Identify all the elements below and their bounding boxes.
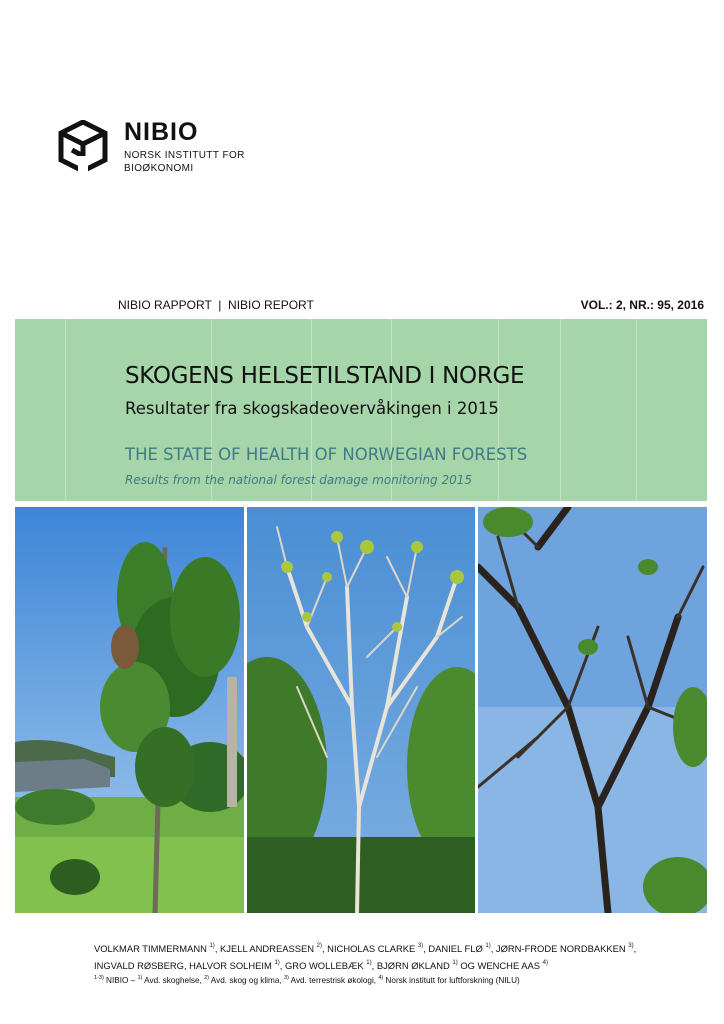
volume-number: VOL.: 2, NR.: 95, 2016 <box>580 298 704 312</box>
author-name: KJELL ANDREASSEN <box>220 943 314 954</box>
subtitle-english: Results from the national forest damage monitoring 2015 <box>125 473 472 487</box>
author-affiliation-marker: 1) <box>452 960 458 966</box>
bare-branches-photo <box>478 507 707 913</box>
panel-divider <box>560 319 561 501</box>
crown-dieback-photo <box>247 507 475 913</box>
author-affiliation-marker: 1) <box>209 943 215 949</box>
title-english: THE STATE OF HEALTH OF NORWEGIAN FORESTS <box>125 445 528 464</box>
affiliation-text: Avd. skog og klima, <box>208 976 284 985</box>
author-name: BJØRN ØKLAND <box>376 960 450 971</box>
affiliation-text: NIBIO – <box>103 976 138 985</box>
author-name: VOLKMAR TIMMERMANN <box>94 943 207 954</box>
author-separator: , <box>490 943 496 954</box>
author-separator: , <box>633 943 637 954</box>
author-affiliation-marker: 2) <box>316 943 322 949</box>
panel-divider <box>65 319 66 501</box>
affiliation-marker: 4) <box>378 975 384 981</box>
title-panel <box>15 319 707 501</box>
title-norwegian: SKOGENS HELSETILSTAND I NORGE <box>125 363 525 389</box>
affiliation-marker: 1) <box>137 975 143 981</box>
nibio-logo-icon <box>58 120 108 172</box>
author-separator: , <box>371 960 377 971</box>
affiliation-marker: 2) <box>204 975 209 981</box>
author-affiliation-marker: 1) <box>366 960 372 966</box>
affiliation-marker: 3) <box>283 975 289 981</box>
affiliation-marker: 1-3) <box>94 975 104 981</box>
ash-tree-photo <box>15 507 244 913</box>
author-affiliation-marker: 4) <box>542 960 548 966</box>
author-list <box>94 940 694 974</box>
nibio-logo <box>58 118 258 178</box>
affiliation-text: Norsk institutt for luftforskning (NILU) <box>383 976 520 985</box>
author-name: DANIEL FLØ <box>428 943 483 954</box>
panel-divider <box>636 319 637 501</box>
logo-subtitle-line1: NORSK INSTITUTT FOR <box>124 150 245 161</box>
series-label: NIBIO RAPPORT | NIBIO REPORT <box>118 298 314 312</box>
subtitle-norwegian: Resultater fra skogskadeovervåkingen i 2015 <box>125 399 499 418</box>
affiliation-list <box>94 976 520 985</box>
author-separator: , <box>321 943 328 954</box>
affiliation-text: Avd. skoghelse, <box>142 976 205 985</box>
author-affiliation-marker: 1) <box>485 943 491 949</box>
affiliation-text: Avd. terrestrisk økologi, <box>288 976 379 985</box>
author-separator: OG <box>457 960 478 971</box>
author-separator: , <box>423 943 429 954</box>
author-affiliation-marker: 3) <box>417 943 424 949</box>
logo-name: NIBIO <box>124 118 199 146</box>
author-name: JØRN-FRODE NORDBAKKEN <box>495 943 626 954</box>
author-separator: , <box>279 960 285 971</box>
author-separator: , <box>214 943 221 954</box>
author-name: WENCHE AAS <box>477 960 541 971</box>
author-affiliation-marker: 1) <box>274 960 280 966</box>
series-bar <box>118 298 708 314</box>
author-name: INGVALD RØSBERG, HALVOR SOLHEIM <box>94 960 272 971</box>
logo-subtitle-line2: BIOØKONOMI <box>124 163 194 174</box>
author-name: GRO WOLLEBÆK <box>285 960 364 971</box>
author-affiliation-marker: 3) <box>628 943 634 949</box>
author-name: NICHOLAS CLARKE <box>327 943 416 954</box>
